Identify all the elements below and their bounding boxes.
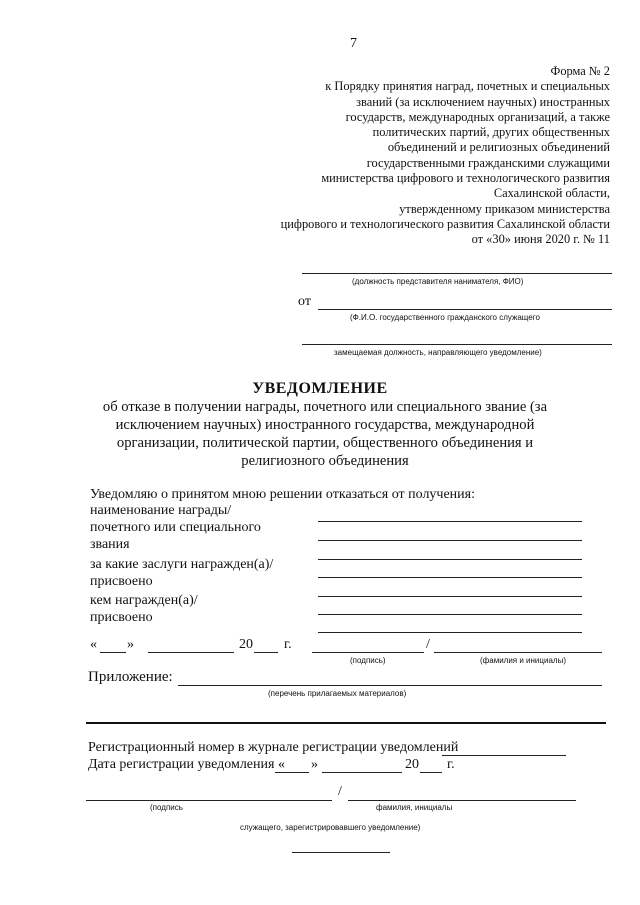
employer-caption: (должность представителя нанимателя, ФИО) [352, 277, 524, 286]
position-line[interactable] [302, 344, 612, 345]
reg-date-close: » [311, 757, 318, 772]
registrar-name-line[interactable] [348, 800, 576, 801]
subtitle-line: организации, политической партии, общественного объединения и [116, 435, 534, 451]
name-line[interactable] [434, 652, 602, 653]
registrar-signature-line[interactable] [86, 800, 332, 801]
reg-month-line[interactable] [322, 772, 402, 773]
position-caption: замещаемая должность, направляющего уведомление) [334, 348, 542, 357]
employee-caption: (Ф.И.О. государственного гражданского служащего [350, 313, 540, 322]
subtitle-line: об отказе в получении награды, почетного или специального звание (за [102, 399, 548, 415]
signature-line[interactable] [312, 652, 424, 653]
field-label: за какие заслуги награжден(а)/ [90, 557, 274, 572]
reg-year-suffix: г. [447, 757, 455, 772]
date-open-quote: « [90, 637, 97, 652]
registrar-slash: / [338, 784, 342, 799]
reg-year-line[interactable] [420, 772, 442, 773]
field-label: звания [90, 537, 130, 552]
form-label: Форма № 2 [550, 64, 610, 78]
field-label: почетного или специального [90, 520, 261, 535]
header-line: министерства цифрового и технологического развития [321, 171, 610, 186]
header-line: государств, международных организаций, а также [345, 109, 610, 124]
registrar-name-caption: фамилия, инициалы [376, 803, 453, 812]
reg-date-label: Дата регистрации уведомления « [88, 757, 285, 772]
attachment-label: Приложение: [88, 669, 173, 685]
page-number: 7 [350, 36, 357, 51]
day-line[interactable] [100, 652, 126, 653]
reg-number-label: Регистрационный номер в журнале регистрации уведомлений [88, 740, 459, 755]
header-line: государственными гражданскими служащими [366, 155, 610, 170]
subtitle-line: исключением научных) иностранного государства, международной [115, 417, 535, 433]
attachment-line[interactable] [178, 685, 602, 686]
form-header [210, 64, 610, 248]
header-line: званий (за исключением научных) иностранных [356, 94, 610, 109]
header-line: к Порядку принятия наград, почетных и специальных [325, 79, 610, 94]
field-label: присвоено [90, 610, 153, 625]
merit-line-2[interactable] [318, 596, 582, 597]
field-label: присвоено [90, 574, 153, 589]
field-label: наименование награды/ [90, 503, 232, 518]
subtitle-line: религиозного объединения [241, 453, 409, 469]
from-label: от [298, 294, 311, 309]
header-line: от «30» июня 2020 г. № 11 [471, 232, 610, 247]
header-line: объединений и религиозных объединений [387, 140, 610, 155]
header-line: политических партий, других общественных [372, 125, 610, 140]
year-prefix: 20 [239, 637, 253, 652]
header-line: цифрового и технологического развития Сахалинской области [280, 216, 610, 231]
separator-line [86, 722, 606, 724]
merit-line[interactable] [318, 577, 582, 578]
attachment-caption: (перечень прилагаемых материалов) [268, 689, 407, 698]
employee-name-line[interactable] [318, 309, 612, 310]
reg-year-prefix: 20 [405, 757, 419, 772]
year-suffix: г. [284, 637, 292, 652]
header-line: утвержденному приказом министерства [399, 201, 610, 216]
closing-line [292, 852, 390, 853]
signature-caption: (подпись) [350, 656, 386, 665]
award-name-line-2[interactable] [318, 540, 582, 541]
header-line: Сахалинской области, [493, 186, 610, 201]
awarder-line-2[interactable] [318, 632, 582, 633]
intro-text: Уведомляю о принятом мною решении отказаться от получения: [90, 487, 475, 502]
award-name-line[interactable] [318, 521, 582, 522]
registrar-signature-caption: (подпись [150, 803, 183, 812]
employer-line[interactable] [302, 273, 612, 274]
date-close-quote: » [127, 637, 134, 652]
document-title: УВЕДОМЛЕНИЕ [252, 380, 388, 397]
document-subtitle [90, 398, 560, 470]
reg-number-line[interactable] [442, 755, 566, 756]
reg-day-line[interactable] [275, 772, 309, 773]
slash: / [426, 637, 430, 652]
field-label: кем награжден(а)/ [90, 593, 198, 608]
name-caption: (фамилия и инициалы) [480, 656, 566, 665]
award-name-line-3[interactable] [318, 559, 582, 560]
awarder-line[interactable] [318, 614, 582, 615]
registrar-caption: служащего, зарегистрировавшего уведомление) [240, 823, 421, 832]
month-line[interactable] [148, 652, 234, 653]
year-line[interactable] [254, 652, 278, 653]
